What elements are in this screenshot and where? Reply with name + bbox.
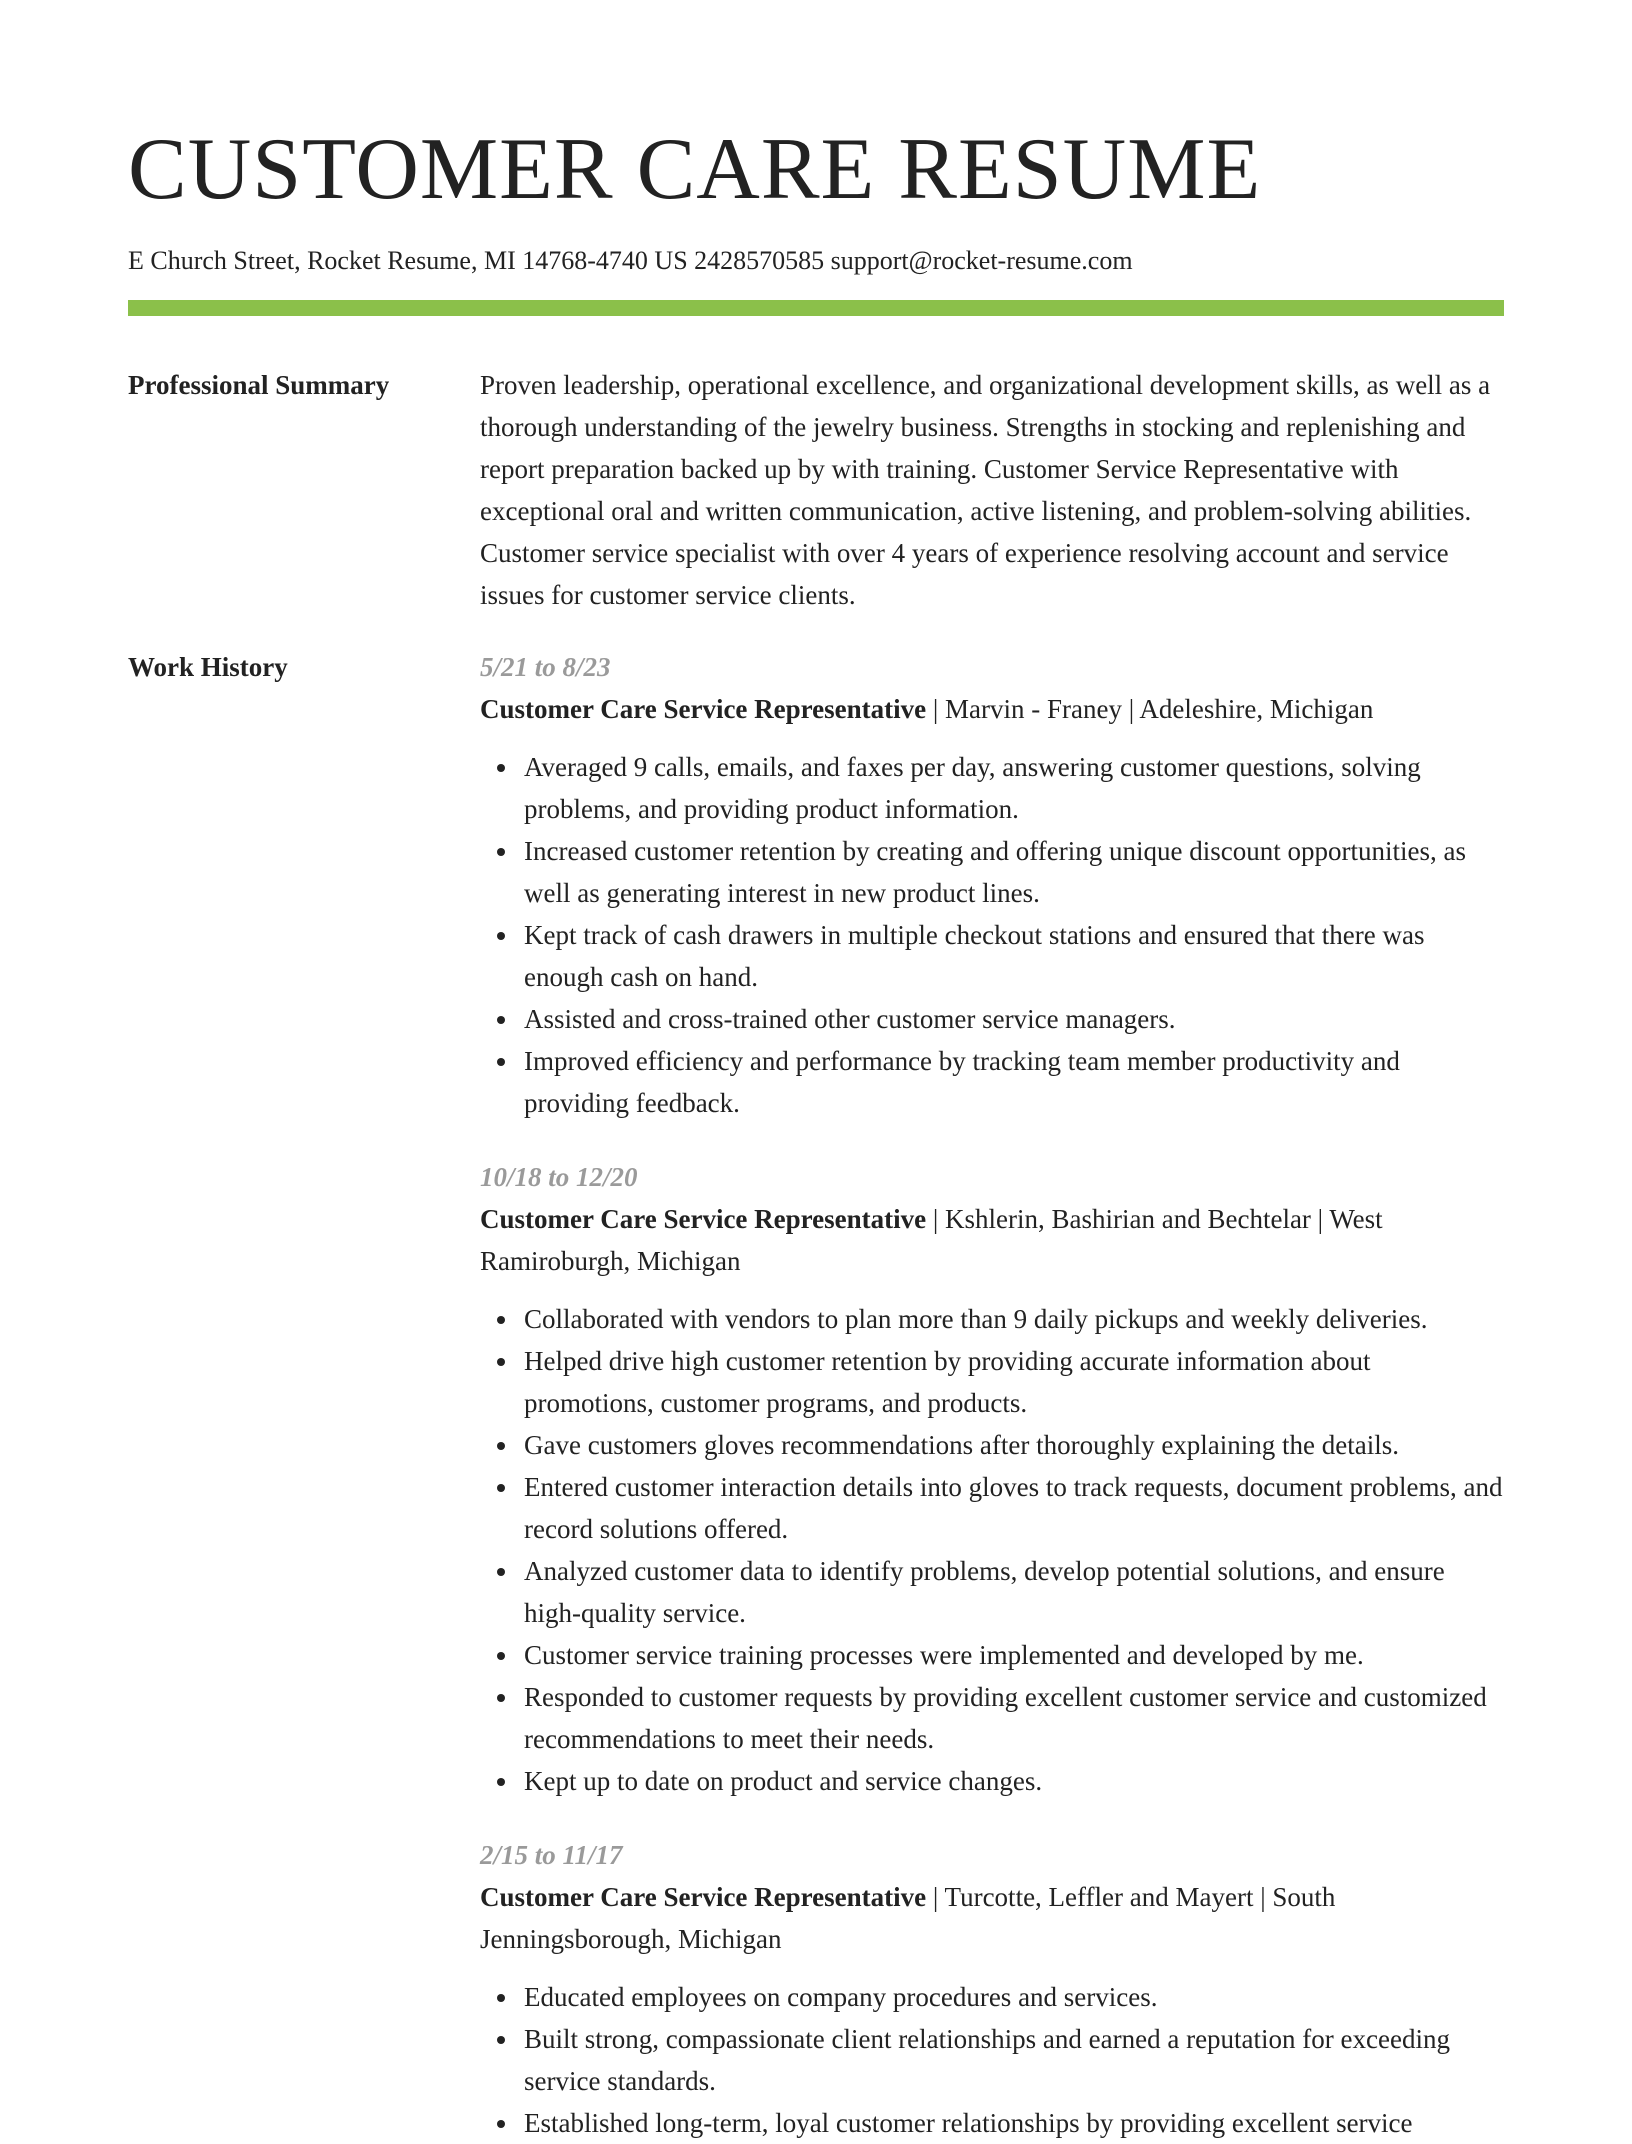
job-bullet-list [480, 1298, 1504, 1802]
job-heading [480, 688, 1504, 730]
job-bullet: Analyzed customer data to identify problems, develop potential solutions, and ensure high-quality service. [524, 1550, 1504, 1634]
job-bullet: Customer service training processes were implemented and developed by me. [524, 1634, 1504, 1676]
job-bullet: Assisted and cross-trained other customer service managers. [524, 998, 1504, 1040]
job-employer-location: | Turcotte, Leffler and Mayert | South Jenningsborough, Michigan [480, 1882, 1336, 1954]
job-title: Customer Care Service Representative [480, 694, 927, 724]
job-dates: 5/21 to 8/23 [480, 652, 611, 682]
job-bullet: Responded to customer requests by providing excellent customer service and customized recommendations to meet their needs. [524, 1676, 1504, 1760]
contact-line: E Church Street, Rocket Resume, MI 14768-4740 US 2428570585 support@rocket-resume.com [128, 246, 1133, 275]
summary-text: Proven leadership, operational excellence, and organizational development skills, as well as a thorough understanding of the jewelry business. Strengths in stocking and replenishing and report preparation backed up by with training. Customer Service Representative with exceptional oral and written communication, active listening, and problem-solving abilities. Customer service specialist with over 4 years of experience resolving account and service issues for customer service clients. [480, 370, 1491, 610]
job-bullet: Established long-term, loyal customer relationships by providing excellent service [524, 2102, 1504, 2144]
job-heading [480, 1876, 1504, 1960]
job-bullet: Built strong, compassionate client relationships and earned a reputation for exceeding service standards. [524, 2018, 1504, 2102]
job-bullet-list [480, 746, 1504, 1124]
job-bullet: Helped drive high customer retention by providing accurate information about promotions, customer programs, and products. [524, 1340, 1504, 1424]
job-dates: 2/15 to 11/17 [480, 1840, 623, 1870]
job-bullet: Increased customer retention by creating and offering unique discount opportunities, as well as generating interest in new product lines. [524, 830, 1504, 914]
job-bullet: Gave customers gloves recommendations after thoroughly explaining the details. [524, 1424, 1504, 1466]
section-label-work-history: Work History [128, 652, 288, 682]
job-bullet: Educated employees on company procedures and services. [524, 1976, 1504, 2018]
work-history-section [128, 646, 1504, 2144]
resume-page [128, 0, 1504, 2144]
section-label-summary: Professional Summary [128, 370, 390, 400]
job-entry [480, 1156, 1504, 1802]
job-employer-location: | Marvin - Franey | Adeleshire, Michigan [926, 694, 1374, 724]
job-bullet: Kept track of cash drawers in multiple checkout stations and ensured that there was enough cash on hand. [524, 914, 1504, 998]
work-history-list [480, 646, 1504, 2144]
professional-summary-section [128, 364, 1504, 616]
job-bullet-list [480, 1976, 1504, 2144]
header-divider [128, 300, 1504, 316]
job-title: Customer Care Service Representative [480, 1204, 927, 1234]
job-entry [480, 646, 1504, 1124]
job-entry [480, 1834, 1504, 2144]
job-dates: 10/18 to 12/20 [480, 1162, 638, 1192]
job-bullet: Entered customer interaction details into gloves to track requests, document problems, and record solutions offered. [524, 1466, 1504, 1550]
resume-title: CUSTOMER CARE RESUME [128, 121, 1262, 218]
job-bullet: Averaged 9 calls, emails, and faxes per day, answering customer questions, solving problems, and providing product information. [524, 746, 1504, 830]
job-bullet: Improved efficiency and performance by tracking team member productivity and providing feedback. [524, 1040, 1504, 1124]
job-heading [480, 1198, 1504, 1282]
job-title: Customer Care Service Representative [480, 1882, 927, 1912]
job-bullet: Collaborated with vendors to plan more than 9 daily pickups and weekly deliveries. [524, 1298, 1504, 1340]
job-employer-location: | Kshlerin, Bashirian and Bechtelar | West Ramiroburgh, Michigan [480, 1204, 1383, 1276]
job-bullet: Kept up to date on product and service changes. [524, 1760, 1504, 1802]
